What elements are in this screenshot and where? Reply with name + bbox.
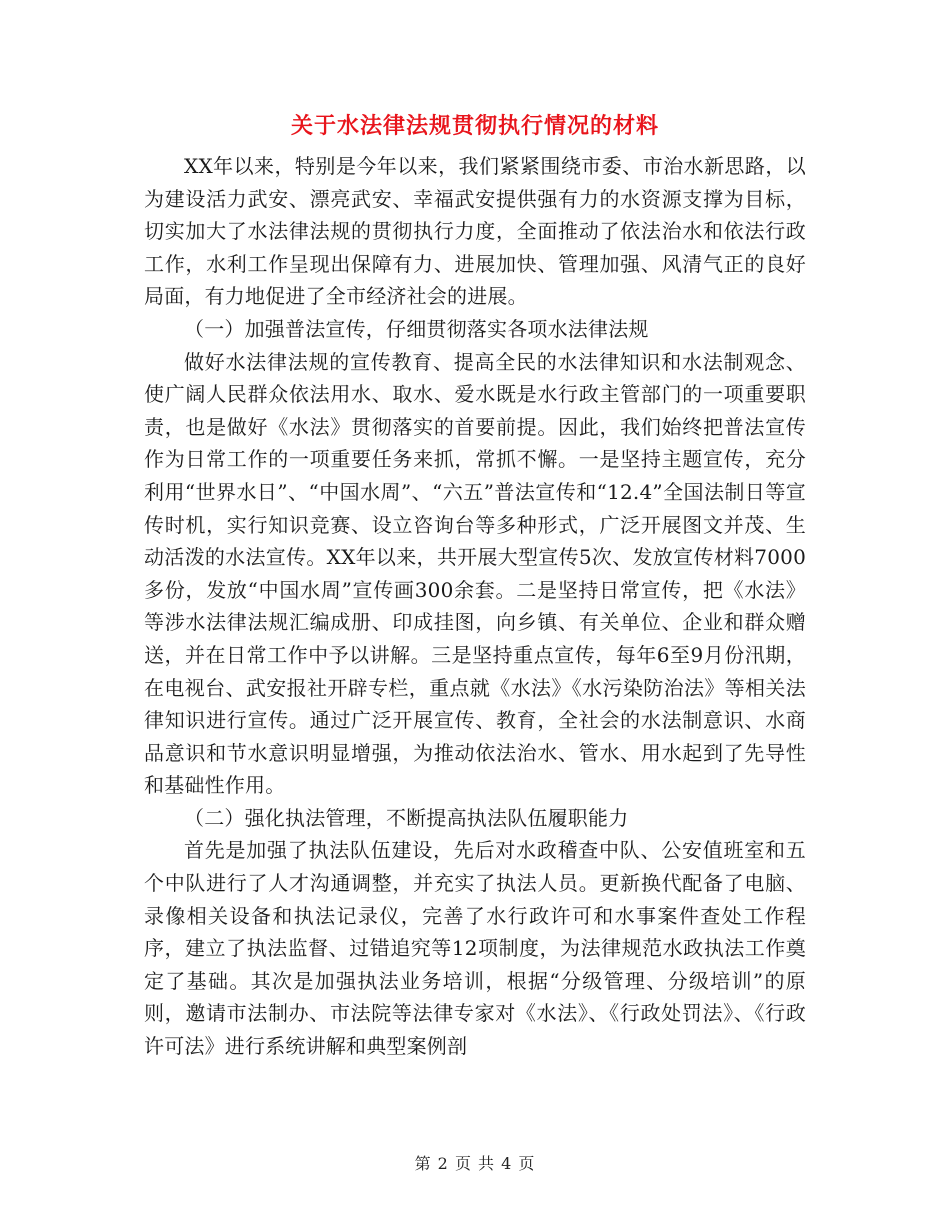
section-1-paragraph: 做好水法律法规的宣传教育、提高全民的水法律知识和水法制观念、使广阔人民群众依法用水、取水、爱水既是水行政主管部门的一项重要职责，也是做好《水法》贯彻落实的首要前提。因此，我们始终把普法宣传作为日常工作的一项重要任务来抓，常抓不懈。一是坚持主题宣传，充分利用“世界水日”、“中国水周”、“六五”普法宣传和“12.4”全国法制日等宣传时机，实行知识竞赛、设立咨询台等多种形式，广泛开展图文并茂、生动活泼的水法宣传。XX年以来，共开展大型宣传5次、发放宣传材料7000多份，发放“中国水周”宣传画300余套。二是坚持日常宣传，把《水法》等涉水法律法规汇编成册、印成挂图，向乡镇、有关单位、企业和群众赠送，并在日常工作中予以讲解。三是坚持重点宣传，每年6至9月份汛期，在电视台、武安报社开辟专栏，重点就《水法》《水污染防治法》等相关法律知识进行宣传。通过广泛开展宣传、教育，全社会的水法制意识、水商品意识和节水意识明显增强，为推动依法治水、管水、用水起到了先导性和基础性作用。: [144, 349, 806, 798]
document-title: 关于水法律法规贯彻执行情况的材料: [290, 114, 659, 139]
section-heading-1: （一）加强普法宣传，仔细贯彻落实各项水法律法规: [184, 316, 649, 341]
section-2-paragraph: 首先是加强了执法队伍建设，先后对水政稽查中队、公安值班室和五个中队进行了人才沟通调整，并充实了执法人员。更新换代配备了电脑、录像相关设备和执法记录仪，完善了水行政许可和水事案件查处工作程序，建立了执法监督、过错追究等12项制度，为法律规范水政执法工作奠定了基础。其次是加强执法业务培训，根据“分级管理、分级培训”的原则，邀请市法制办、市法院等法律专家对《水法》、《行政处罚法》、《行政许可法》进行系统讲解和典型案例剖: [144, 838, 806, 1059]
intro-paragraph: XX年以来，特别是今年以来，我们紧紧围绕市委、市治水新思路，以为建设活力武安、漂亮武安、幸福武安提供强有力的水资源支撑为目标，切实加大了水法律法规的贯彻执行力度，全面推动了依法治水和依法行政工作，水利工作呈现出保障有力、进展加快、管理加强、风清气正的良好局面，有力地促进了全市经济社会的进展。: [144, 154, 806, 309]
page-number-footer: 第 2 页 共 4 页: [414, 1154, 536, 1173]
document-body: [144, 150, 806, 1063]
section-heading-2: （二）强化执法管理，不断提高执法队伍履职能力: [184, 805, 629, 830]
